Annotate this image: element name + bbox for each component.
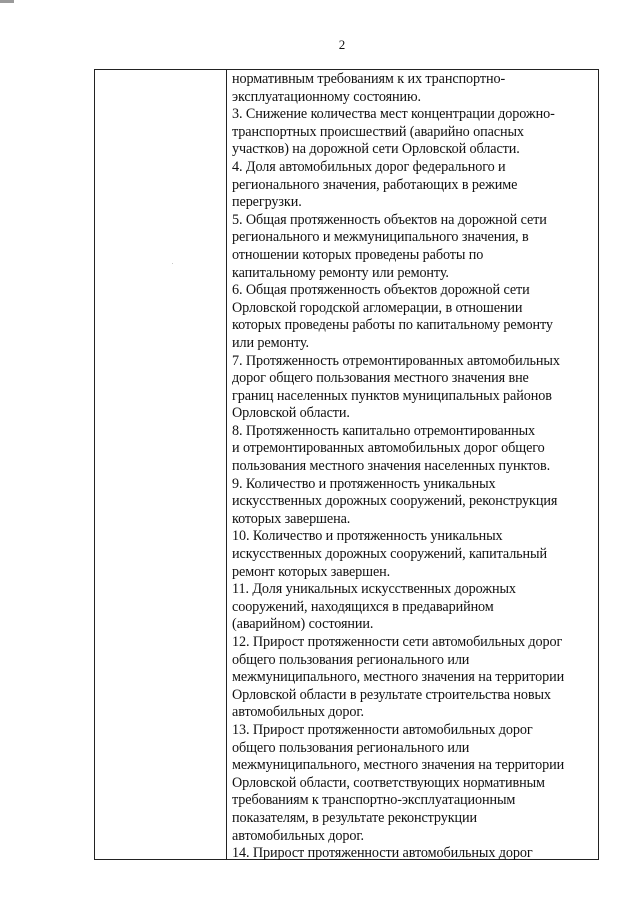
text-line: 4. Доля автомобильных дорог федерального и: [232, 158, 506, 175]
text-line: требованиям к транспортно-эксплуатационным: [232, 792, 516, 809]
document-table: [94, 69, 599, 860]
text-line: автомобильных дорог.: [232, 704, 364, 721]
text-line: 6. Общая протяженность объектов дорожной сети: [232, 282, 530, 299]
text-line: 13. Прирост протяженности автомобильных дорог: [232, 721, 533, 738]
text-line: сооружений, находящихся в предаварийном: [232, 598, 494, 615]
text-line: 10. Количество и протяженность уникальных: [232, 528, 503, 545]
scan-speck: [172, 263, 173, 264]
page-number: 2: [338, 37, 346, 52]
text-line: межмуниципального, местного значения на территории: [232, 669, 565, 686]
text-line: которых проведены работы по капитальному ремонту: [232, 317, 553, 334]
text-line: нормативным требованиям к их транспортно-: [232, 71, 506, 87]
text-line: дорог общего пользования местного значения вне: [232, 370, 529, 387]
text-line: транспортных происшествий (аварийно опасных: [232, 123, 524, 140]
text-line: 14. Прирост протяженности автомобильных дорог: [232, 845, 533, 862]
text-line: участков) на дорожной сети Орловской области.: [232, 141, 520, 158]
text-line: Орловской городской агломерации, в отношении: [232, 299, 523, 316]
text-line: которых завершена.: [232, 510, 351, 527]
text-line: 5. Общая протяженность объектов на дорожной сети: [232, 211, 547, 228]
text-line: границ населенных пунктов муниципальных районов: [232, 387, 552, 404]
text-line: общего пользования регионального или: [232, 651, 470, 668]
text-line: пользования местного значения населенных пунктов.: [232, 458, 551, 475]
text-line: 12. Прирост протяженности сети автомобильных дорог: [232, 634, 563, 650]
text-line: общего пользования регионального или: [232, 739, 470, 756]
table-cell-indicators: [232, 71, 598, 863]
text-line: регионального и межмуниципального значения, в: [232, 229, 529, 246]
text-line: или ремонту.: [232, 334, 309, 351]
text-line: перегрузки.: [232, 194, 302, 211]
text-line: 7. Протяженность отремонтированных автомобильных: [232, 352, 560, 369]
text-line: капитальному ремонту или ремонту.: [232, 264, 449, 281]
text-line: 8. Протяженность капитально отремонтированных: [232, 422, 536, 439]
text-line: межмуниципального, местного значения на территории: [232, 757, 565, 774]
text-line: искусственных дорожных сооружений, капитальный: [232, 546, 547, 563]
text-line: Орловской области, соответствующих нормативным: [232, 774, 545, 791]
text-line: отношении которых проведены работы по: [232, 246, 484, 263]
text-line: эксплуатационному состоянию.: [232, 88, 421, 105]
text-line: и отремонтированных автомобильных дорог общего: [232, 440, 545, 457]
text-line: регионального значения, работающих в режиме: [232, 176, 518, 193]
scan-corner-mark: [0, 0, 14, 3]
table-column-divider: [226, 70, 227, 859]
text-line: ремонт которых завершен.: [232, 563, 391, 580]
text-line: искусственных дорожных сооружений, реконструкция: [232, 493, 558, 510]
text-line: Орловской области.: [232, 405, 350, 422]
text-line: (аварийном) состоянии.: [232, 616, 374, 633]
text-line: 11. Доля уникальных искусственных дорожных: [232, 581, 516, 598]
text-line: Орловской области в результате строительства новых: [232, 686, 551, 703]
text-line: 9. Количество и протяженность уникальных: [232, 475, 496, 492]
text-line: 3. Снижение количества мест концентрации дорожно-: [232, 106, 555, 123]
text-line: автомобильных дорог.: [232, 827, 364, 844]
text-line: показателям, в результате реконструкции: [232, 809, 478, 826]
